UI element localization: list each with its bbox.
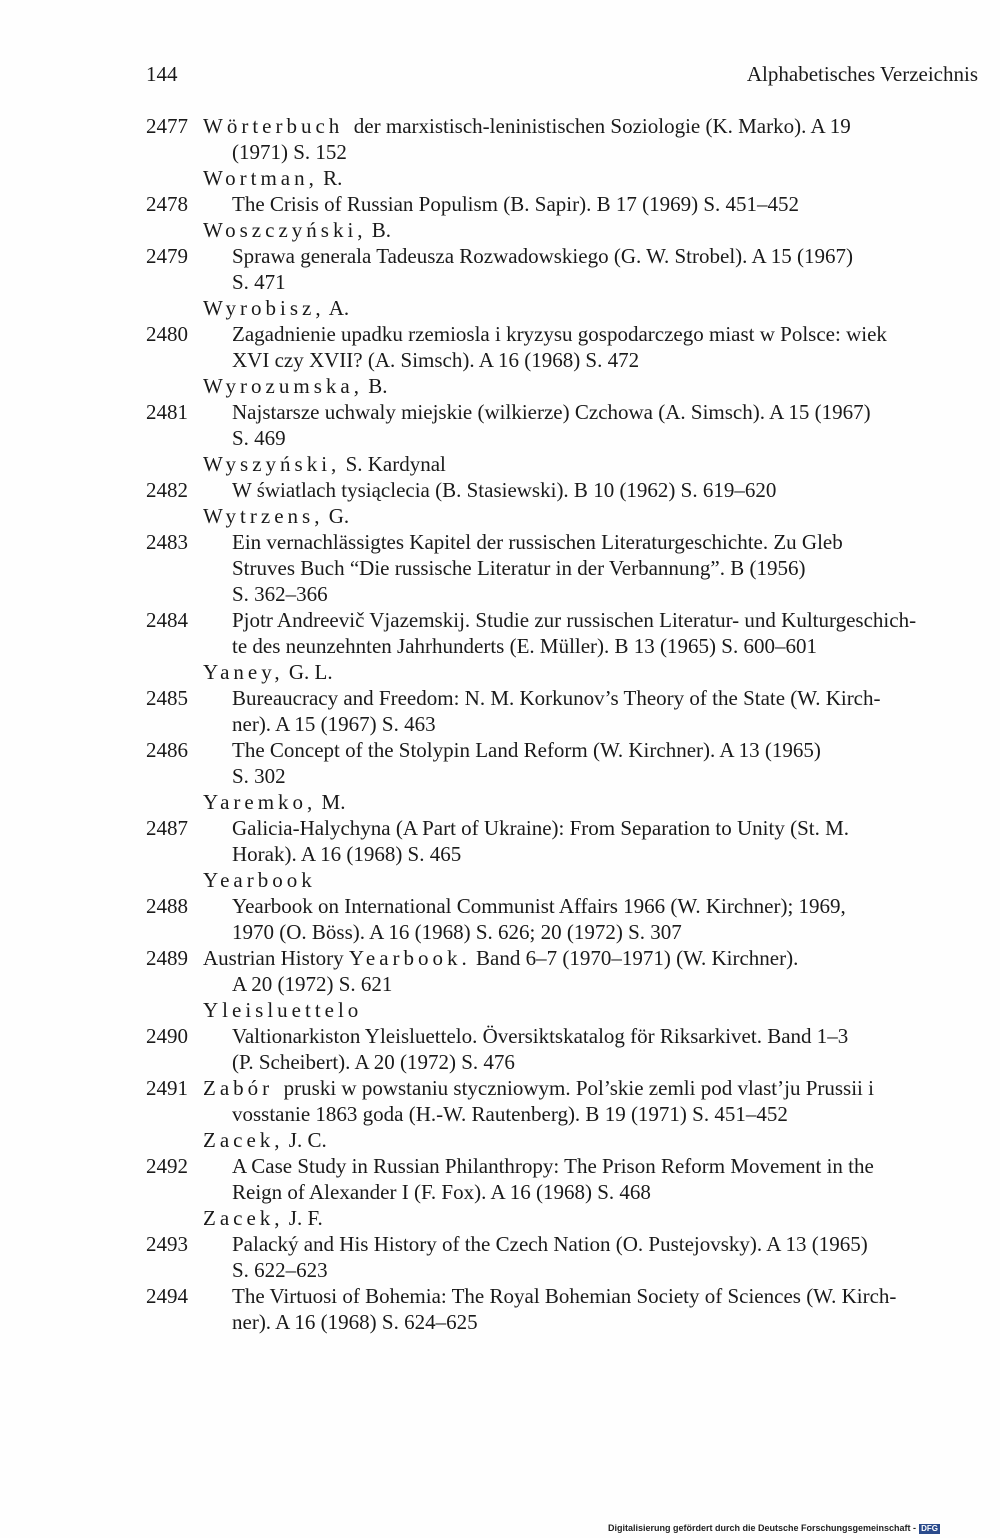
author-heading	[146, 295, 986, 321]
entry-text	[203, 165, 342, 191]
entry-text: 1970 (O. Böss). A 16 (1968) S. 626; 20 (1972) S. 307	[232, 920, 682, 944]
entry-number: 2484	[146, 608, 188, 632]
entry-text: A Case Study in Russian Philanthropy: The Prison Reform Movement in the	[232, 1154, 874, 1178]
entry-text: Yearbook on International Communist Affairs 1966 (W. Kirchner); 1969,	[232, 894, 846, 918]
entry-text	[203, 295, 349, 321]
entry-number: 2494	[146, 1284, 188, 1308]
entry-text: Palacký and His History of the Czech Nation (O. Pustejovsky). A 13 (1965)	[232, 1232, 868, 1256]
entry-rest: B.	[362, 374, 388, 398]
author-heading	[146, 659, 986, 685]
index-entries	[146, 113, 986, 1335]
entry-continuation	[146, 425, 986, 451]
entry-text: The Crisis of Russian Populism (B. Sapir). B 17 (1969) S. 451–452	[232, 192, 800, 216]
page-number: 144	[146, 62, 178, 86]
entry-text: Reign of Alexander I (F. Fox). A 16 (1968) S. 468	[232, 1180, 651, 1204]
entry-text: ner). A 16 (1968) S. 624–625	[232, 1310, 478, 1334]
entry-number: 2482	[146, 478, 188, 502]
author-heading	[146, 997, 986, 1023]
entry-text	[203, 1127, 327, 1153]
entry-text: Zagadnienie upadku rzemiosla i kryzysu gospodarczego miast w Polsce: wiek	[232, 322, 887, 346]
index-entry	[146, 685, 986, 711]
author-heading	[146, 1127, 986, 1153]
entry-number: 2478	[146, 192, 188, 216]
entry-number: 2486	[146, 738, 188, 762]
entry-text: S. 469	[232, 426, 286, 450]
entry-text: S. 302	[232, 764, 286, 788]
index-entry	[146, 1283, 986, 1309]
spaced-keyword: Wyszyński,	[203, 452, 341, 476]
index-entry	[146, 815, 986, 841]
entry-number: 2483	[146, 530, 188, 554]
entry-text: (P. Scheibert). A 20 (1972) S. 476	[232, 1050, 515, 1074]
entry-continuation	[146, 919, 986, 945]
index-entry	[146, 945, 986, 971]
entry-text: Galicia-Halychyna (A Part of Ukraine): From Separation to Unity (St. M.	[232, 816, 850, 840]
running-head: Alphabetisches Verzeichnis	[746, 62, 978, 86]
index-entry	[146, 1231, 986, 1257]
entry-rest: R.	[317, 166, 343, 190]
entry-text	[203, 451, 446, 477]
entry-continuation	[146, 555, 986, 581]
entry-number: 2493	[146, 1232, 188, 1256]
entry-rest: J. F.	[283, 1206, 323, 1230]
entry-continuation	[146, 139, 986, 165]
author-heading	[146, 503, 986, 529]
entry-rest: S. Kardynal	[340, 452, 446, 476]
index-entry	[146, 1153, 986, 1179]
index-entry	[146, 321, 986, 347]
spaced-keyword: Wyrozumska,	[203, 374, 363, 398]
entry-text: Valtionarkiston Yleisluettelo. Översiktskatalog för Riksarkivet. Band 1–3	[232, 1024, 849, 1048]
index-entry	[146, 191, 986, 217]
entry-text: The Concept of the Stolypin Land Reform (W. Kirchner). A 13 (1965)	[232, 738, 821, 762]
spaced-keyword: Wytrzens,	[203, 504, 324, 528]
index-entry	[146, 399, 986, 425]
entry-rest: G. L.	[283, 660, 333, 684]
spaced-keyword: Yearbook.	[348, 946, 471, 970]
digitization-credit	[608, 1522, 940, 1534]
entry-text: S. 622–623	[232, 1258, 328, 1282]
spaced-keyword: Yaremko,	[203, 790, 317, 814]
entry-continuation	[146, 1101, 986, 1127]
entry-rest: M.	[316, 790, 346, 814]
index-entry	[146, 893, 986, 919]
entry-number: 2477	[146, 114, 188, 138]
author-heading	[146, 373, 986, 399]
entry-continuation	[146, 1179, 986, 1205]
entry-text	[203, 789, 345, 815]
index-entry	[146, 243, 986, 269]
index-entry	[146, 1075, 986, 1101]
entry-number: 2491	[146, 1076, 188, 1100]
entry-text	[203, 867, 316, 893]
spaced-keyword: Wörterbuch	[203, 114, 344, 138]
spaced-keyword: Yaney,	[203, 660, 284, 684]
entry-text: S. 362–366	[232, 582, 328, 606]
spaced-keyword: Zacek,	[203, 1206, 284, 1230]
entry-text: Struves Buch “Die russische Literatur in der Verbannung”. B (1956)	[232, 556, 806, 580]
entry-prefix: Austrian History	[203, 946, 349, 970]
spaced-keyword: Zacek,	[203, 1128, 284, 1152]
entry-number: 2487	[146, 816, 188, 840]
entry-number: 2479	[146, 244, 188, 268]
entry-number: 2485	[146, 686, 188, 710]
entry-continuation	[146, 1049, 986, 1075]
index-entry	[146, 737, 986, 763]
entry-number: 2492	[146, 1154, 188, 1178]
author-heading	[146, 867, 986, 893]
entry-continuation	[146, 711, 986, 737]
author-heading	[146, 789, 986, 815]
entry-text: XVI czy XVII? (A. Simsch). A 16 (1968) S. 472	[232, 348, 640, 372]
entry-rest: J. C.	[283, 1128, 327, 1152]
entry-rest: G.	[323, 504, 350, 528]
entry-continuation	[146, 269, 986, 295]
entry-text: W światlach tysiąclecia (B. Stasiewski). B 10 (1962) S. 619–620	[232, 478, 777, 502]
page-header	[146, 62, 978, 92]
entry-text	[203, 217, 391, 243]
entry-text	[203, 1075, 874, 1101]
entry-continuation	[146, 581, 986, 607]
spaced-keyword: Zabór	[203, 1076, 274, 1100]
spaced-keyword: Yleisluettelo	[203, 998, 363, 1022]
entry-text	[203, 997, 362, 1023]
entry-text	[203, 1205, 323, 1231]
entry-text	[203, 945, 798, 971]
entry-number: 2480	[146, 322, 188, 346]
entry-text: te des neunzehnten Jahrhunderts (E. Müller). B 13 (1965) S. 600–601	[232, 634, 817, 658]
entry-text	[203, 373, 387, 399]
entry-continuation	[146, 347, 986, 373]
spaced-keyword: Woszczyński,	[203, 218, 367, 242]
index-entry	[146, 529, 986, 555]
credit-text: Digitalisierung gefördert durch die Deutsche Forschungsgemeinschaft -	[608, 1523, 917, 1533]
entry-rest: pruski w powstaniu styczniowym. Pol’skie zemli pod vlast’ju Prussii i	[273, 1076, 874, 1100]
entry-continuation	[146, 1257, 986, 1283]
entry-number: 2489	[146, 946, 188, 970]
entry-text: Ein vernachlässigtes Kapitel der russischen Literaturgeschichte. Zu Gleb	[232, 530, 843, 554]
entry-text: Horak). A 16 (1968) S. 465	[232, 842, 462, 866]
entry-continuation	[146, 763, 986, 789]
entry-rest: A.	[324, 296, 350, 320]
entry-text: The Virtuosi of Bohemia: The Royal Bohemian Society of Sciences (W. Kirch-	[232, 1284, 897, 1308]
entry-text: S. 471	[232, 270, 286, 294]
entry-continuation	[146, 1309, 986, 1335]
entry-rest: der marxistisch-leninistischen Soziologie (K. Marko). A 19	[343, 114, 851, 138]
entry-number: 2488	[146, 894, 188, 918]
index-entry	[146, 113, 986, 139]
entry-text: Bureaucracy and Freedom: N. M. Korkunov’s Theory of the State (W. Kirch-	[232, 686, 881, 710]
author-heading	[146, 217, 986, 243]
dfg-logo: DFG	[921, 1523, 938, 1533]
entry-text	[203, 659, 333, 685]
author-heading	[146, 451, 986, 477]
entry-text	[203, 503, 349, 529]
author-heading	[146, 165, 986, 191]
entry-continuation	[146, 633, 986, 659]
entry-text	[203, 113, 851, 139]
spaced-keyword: Wortman,	[203, 166, 318, 190]
entry-text: Pjotr Andreevič Vjazemskij. Studie zur russischen Literatur- und Kulturgeschich-	[232, 608, 917, 632]
spaced-keyword: Wyrobisz,	[203, 296, 325, 320]
entry-number: 2481	[146, 400, 188, 424]
entry-rest: Band 6–7 (1970–1971) (W. Kirchner).	[470, 946, 799, 970]
entry-continuation	[146, 971, 986, 997]
index-entry	[146, 477, 986, 503]
index-entry	[146, 1023, 986, 1049]
entry-rest: B.	[366, 218, 392, 242]
spaced-keyword: Yearbook	[203, 868, 316, 892]
index-entry	[146, 607, 986, 633]
entry-text: A 20 (1972) S. 621	[232, 972, 393, 996]
entry-text: Sprawa generala Tadeusza Rozwadowskiego (G. W. Strobel). A 15 (1967)	[232, 244, 853, 268]
entry-text: Najstarsze uchwaly miejskie (wilkierze) Czchowa (A. Simsch). A 15 (1967)	[232, 400, 871, 424]
entry-text: ner). A 15 (1967) S. 463	[232, 712, 436, 736]
entry-continuation	[146, 841, 986, 867]
entry-text: vosstanie 1863 goda (H.-W. Rautenberg). B 19 (1971) S. 451–452	[232, 1102, 788, 1126]
entry-text: (1971) S. 152	[232, 140, 347, 164]
entry-number: 2490	[146, 1024, 188, 1048]
author-heading	[146, 1205, 986, 1231]
